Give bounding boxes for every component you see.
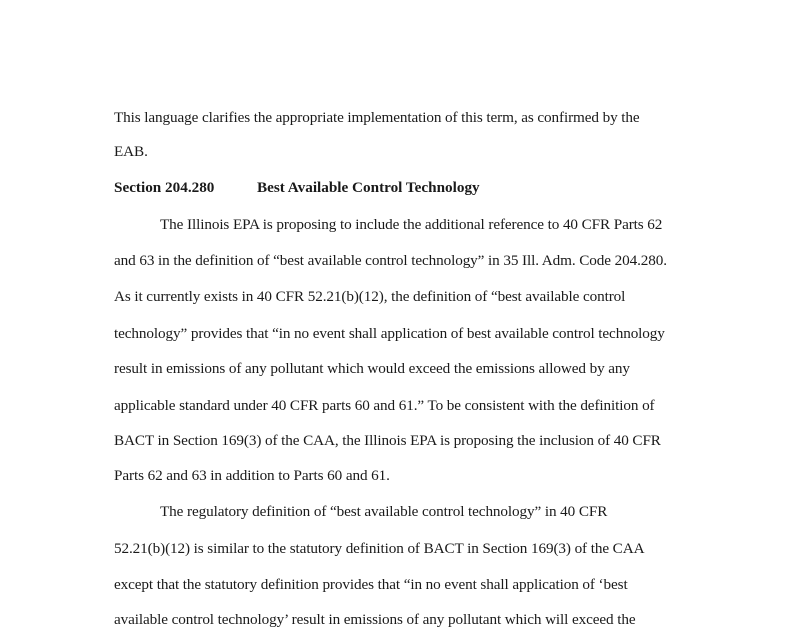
text-line: 52.21(b)(12) is similar to the statutory definition of BACT in Section 169(3) of the CAA: [114, 540, 645, 557]
text-line: applicable standard under 40 CFR parts 60 and 61.” To be consistent with the definition of: [114, 397, 655, 414]
text-line: EAB.: [114, 143, 148, 160]
text-line: The regulatory definition of “best available control technology” in 40 CFR: [160, 503, 608, 520]
text-line: result in emissions of any pollutant which would exceed the emissions allowed by any: [114, 360, 630, 377]
section-number: Section 204.280: [114, 179, 215, 196]
text-line: BACT in Section 169(3) of the CAA, the Illinois EPA is proposing the inclusion of 40 CFR: [114, 432, 661, 449]
text-line: This language clarifies the appropriate implementation of this term, as confirmed by the: [114, 109, 640, 126]
text-line: except that the statutory definition provides that “in no event shall application of ‘best: [114, 576, 628, 593]
text-line: Parts 62 and 63 in addition to Parts 60 and 61.: [114, 467, 390, 484]
text-line: available control technology’ result in emissions of any pollutant which will exceed the: [114, 611, 636, 628]
text-line: The Illinois EPA is proposing to include the additional reference to 40 CFR Parts 62: [160, 216, 663, 233]
text-line: As it currently exists in 40 CFR 52.21(b)(12), the definition of “best available control: [114, 288, 626, 305]
text-line: technology” provides that “in no event shall application of best available control technology: [114, 325, 665, 342]
section-title: Best Available Control Technology: [257, 179, 480, 196]
text-line: and 63 in the definition of “best available control technology” in 35 Ill. Adm. Code 204.280.: [114, 252, 667, 269]
